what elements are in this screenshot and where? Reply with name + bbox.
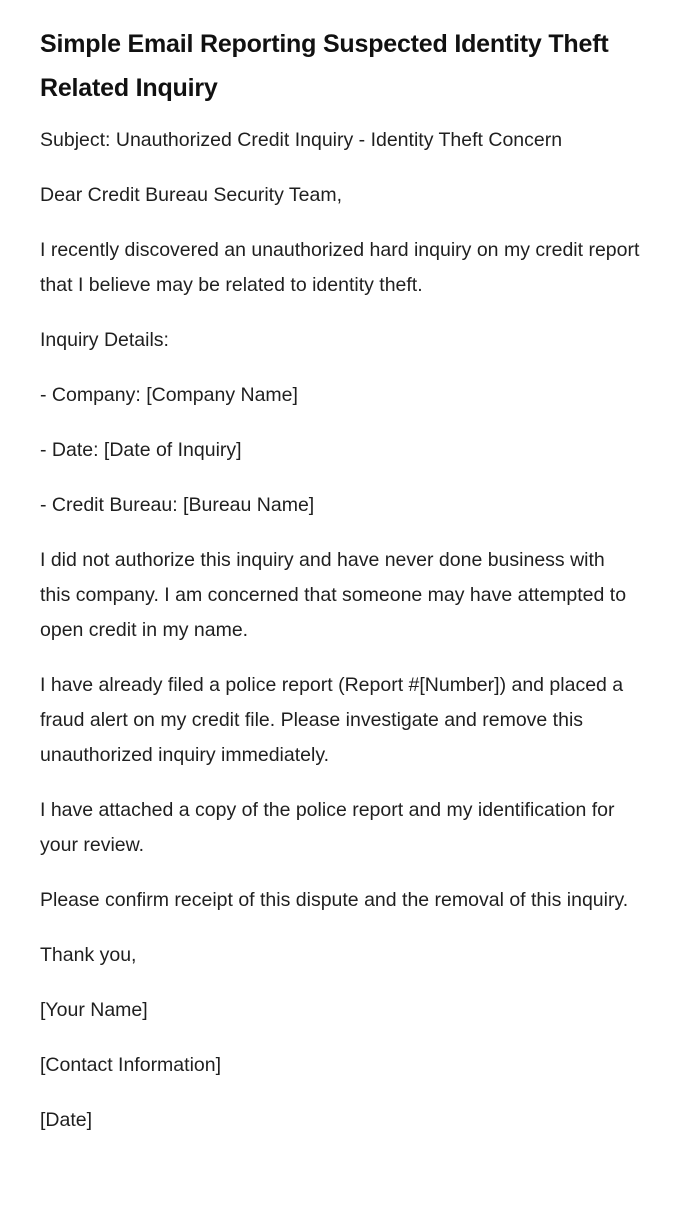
email-greeting: Dear Credit Bureau Security Team, xyxy=(40,184,343,206)
email-intro: I recently discovered an unauthorized hard inquiry on my credit report that I believe may be related to identity theft. xyxy=(40,239,640,296)
signature-contact: [Contact Information] xyxy=(40,1054,222,1076)
body-paragraph-2: I have already filed a police report (Report #[Number]) and placed a fraud alert on my credit file. Please investigate and remove this unauthorized inquiry immediately. xyxy=(40,674,624,766)
email-closing: Thank you, xyxy=(40,944,137,966)
detail-date: - Date: [Date of Inquiry] xyxy=(40,439,242,461)
body-paragraph-4: Please confirm receipt of this dispute and the removal of this inquiry. xyxy=(40,889,629,911)
document-title: Simple Email Reporting Suspected Identity Theft Related Inquiry xyxy=(40,30,609,102)
body-paragraph-1: I did not authorize this inquiry and have never done business with this company. I am concerned that someone may have attempted to open credit in my name. xyxy=(40,549,627,641)
inquiry-details-heading: Inquiry Details: xyxy=(40,329,169,351)
email-subject: Subject: Unauthorized Credit Inquiry - Identity Theft Concern xyxy=(40,129,563,151)
detail-company: - Company: [Company Name] xyxy=(40,384,298,406)
signature-name: [Your Name] xyxy=(40,999,148,1021)
detail-credit-bureau: - Credit Bureau: [Bureau Name] xyxy=(40,494,315,516)
signature-date: [Date] xyxy=(40,1109,93,1131)
body-paragraph-3: I have attached a copy of the police report and my identification for your review. xyxy=(40,799,615,856)
